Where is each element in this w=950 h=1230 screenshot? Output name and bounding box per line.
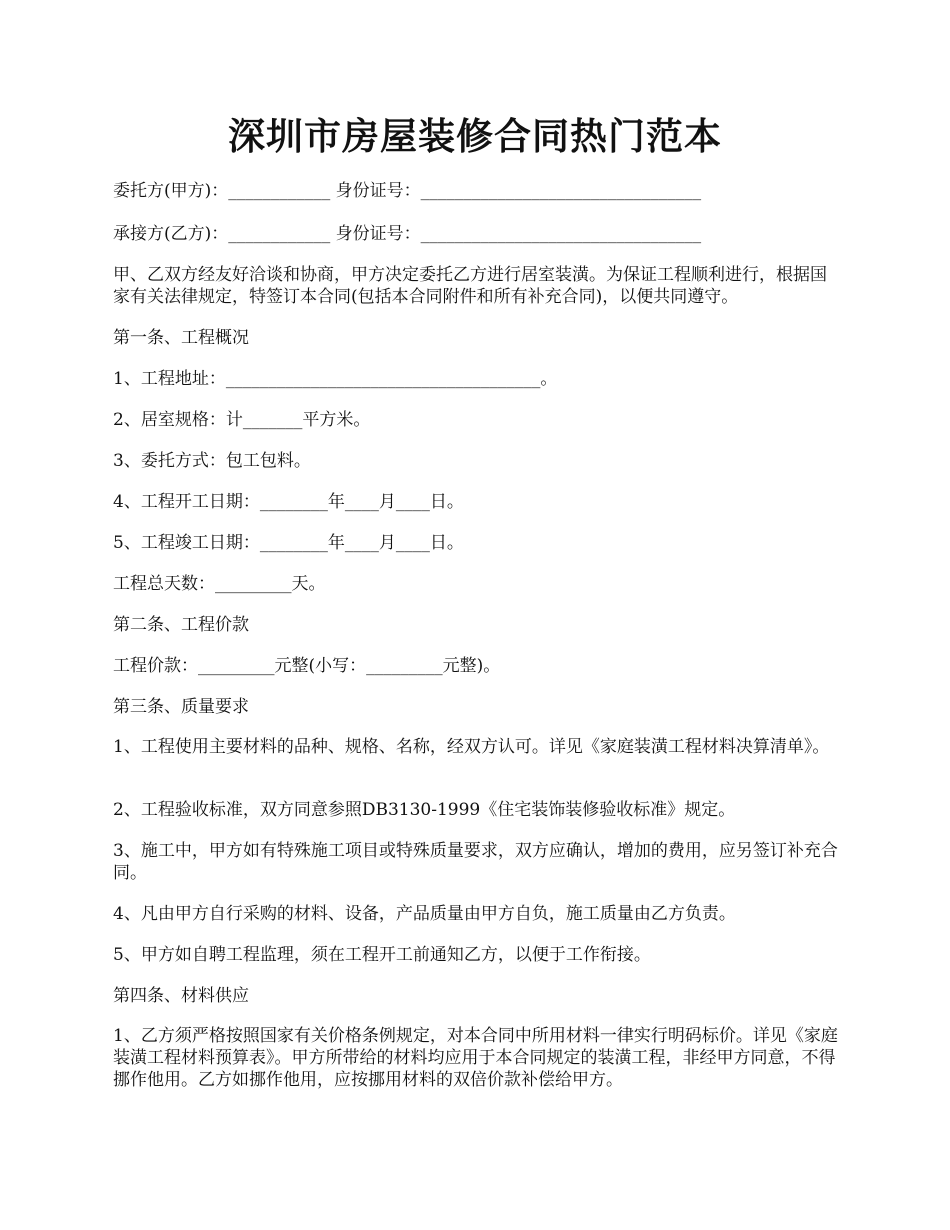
party-b-line: 承接方(乙方)：____________ 身份证号：_________________________________ [113,224,702,244]
section-heading-3: 第三条、质量要求 [113,697,249,717]
clause-3-1: 1、工程使用主要材料的品种、规格、名称，经双方认可。详见《家庭装潢工程材料决算清单》。 [113,737,830,757]
clause-1-5: 5、工程竣工日期：________年____月____日。 [113,533,464,553]
clause-1-1: 1、工程地址：_____________________________________。 [113,369,558,389]
section-heading-1: 第一条、工程概况 [113,328,249,348]
clause-3-3: 3、施工中，甲方如有特殊施工项目或特殊质量要求，双方应确认，增加的费用，应另签订补充合同。 [113,841,838,883]
clause-3-5: 5、甲方如自聘工程监理，须在工程开工前通知乙方，以便于工作衔接。 [113,945,651,965]
total-days-line: 工程总天数：_________天。 [113,574,326,594]
clause-3-4: 4、凡由甲方自行采购的材料、设备，产品质量由甲方自负，施工质量由乙方负责。 [113,904,736,924]
price-line: 工程价款：_________元整(小写：_________元整)。 [113,656,501,676]
clause-1-2: 2、居室规格：计_______平方米。 [113,410,371,430]
preamble-paragraph: 甲、乙双方经友好洽谈和协商，甲方决定委托乙方进行居室装潢。为保证工程顺利进行，根据国家有关法律规定，特签订本合同(包括本合同附件和所有补充合同)，以便共同遵守。 [113,265,827,307]
clause-1-4: 4、工程开工日期：________年____月____日。 [113,492,464,512]
section-heading-2: 第二条、工程价款 [113,615,249,635]
clause-1-3: 3、委托方式：包工包料。 [113,451,311,471]
party-a-line: 委托方(甲方)：____________ 身份证号：_________________________________ [113,181,702,201]
document-title: 深圳市房屋装修合同热门范本 [228,114,722,158]
clause-4-1: 1、乙方须严格按照国家有关价格条例规定，对本合同中所用材料一律实行明码标价。详见《家庭装潢工程材料预算表》。甲方所带给的材料均应用于本合同规定的装潢工程，非经甲方同意，不得挪作他用。乙方如挪作他用，应按挪用材料的双倍价款补偿给甲方。 [113,1026,838,1090]
section-heading-4: 第四条、材料供应 [113,986,249,1006]
clause-3-2: 2、工程验收标准，双方同意参照DB3130-1999《住宅装饰装修验收标准》规定。 [113,800,736,820]
